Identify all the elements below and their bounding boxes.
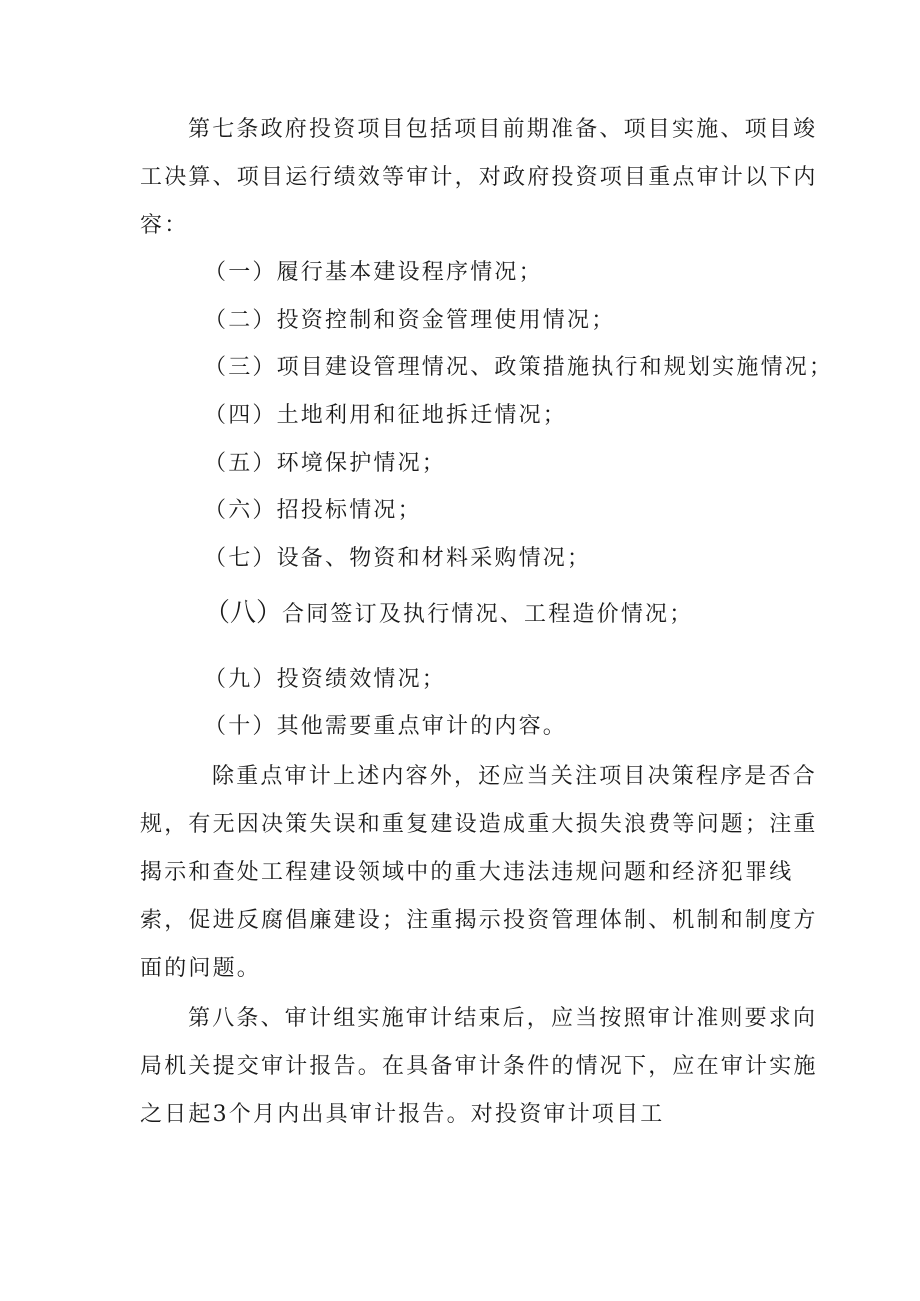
paragraph-line-5: 面的问题。: [140, 956, 262, 981]
article8-line-3: 之日起3个月内出具审计报告。对投资审计项目工: [140, 1102, 665, 1127]
list-item-6: （六）招投标情况；: [204, 498, 422, 523]
list-item-1: （一）履行基本建设程序情况；: [204, 260, 543, 285]
list-item-5: （五）环境保护情况；: [204, 451, 447, 476]
list-item-9: （九）投资绩效情况；: [204, 667, 447, 692]
list-item-8-number: （八）: [204, 598, 283, 628]
list-item-10: （十）其他需要重点审计的内容。: [204, 714, 568, 739]
paragraph-line-2: 规，有无因决策失误和重复建设造成重大损失浪费等问题；注重: [140, 812, 818, 837]
list-item-2: （二）投资控制和资金管理使用情况；: [204, 308, 616, 333]
paragraph-line-1: 除重点审计上述内容外，还应当关注项目决策程序是否合: [212, 764, 818, 789]
list-item-7: （七）设备、物资和材料采购情况；: [204, 546, 592, 571]
list-item-4: （四）土地利用和征地拆迁情况；: [204, 403, 568, 428]
paragraph-line-4: 索，促进反腐倡廉建设；注重揭示投资管理体制、机制和制度方: [140, 908, 818, 933]
list-item-3: （三）项目建设管理情况、政策措施执行和规划实施情况；: [204, 355, 834, 380]
list-item-8: [204, 598, 693, 630]
article8-line-1: 第八条、审计组实施审计结束后，应当按照审计准则要求向: [188, 1006, 818, 1031]
article7-intro-line-3: 容：: [140, 213, 189, 238]
article8-line-2: 局机关提交审计报告。在具备审计条件的情况下，应在审计实施: [140, 1054, 818, 1079]
paragraph-line-3: 揭示和查处工程建设领域中的重大违法违规问题和经济犯罪线: [140, 860, 794, 885]
article7-intro-line-2: 工决算、项目运行绩效等审计，对政府投资项目重点审计以下内: [140, 165, 818, 190]
article7-intro-line-1: 第七条政府投资项目包括项目前期准备、项目实施、项目竣: [188, 117, 818, 142]
list-item-8-text: 合同签订及执行情况、工程造价情况；: [282, 602, 694, 627]
